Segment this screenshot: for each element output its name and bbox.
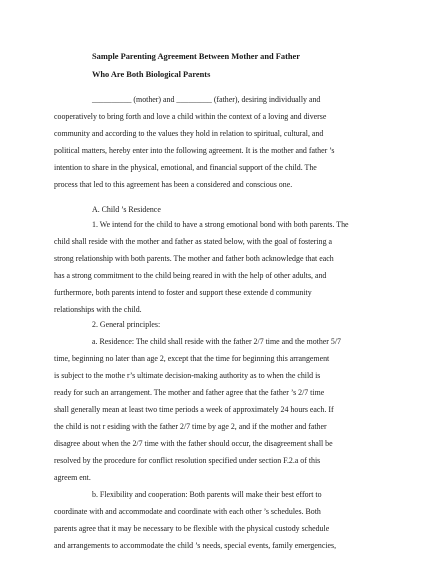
paragraph-line: a. Residence: The child shall reside with the father 2/7 time and the mother 5/7 — [92, 337, 341, 346]
paragraph-line: process that led to this agreement has been a considered and conscious one. — [54, 180, 293, 189]
paragraph-line: 2. General principles: — [92, 320, 161, 329]
paragraph-line: __________ (mother) and _________ (father), desiring individually and — [92, 95, 321, 104]
paragraph-line: intention to share in the physical, emotional, and financial support of the child. The — [54, 163, 317, 172]
paragraph-line: is subject to the mothe r’s ultimate decision-making authority as to when the child is — [54, 371, 321, 380]
paragraph-line: cooperatively to bring forth and love a child within the context of a loving and diverse — [54, 112, 327, 121]
paragraph-line: furthermore, both parents intend to foster and support these extende d community — [54, 288, 312, 297]
document-title: Sample Parenting Agreement Between Mother and Father — [92, 52, 300, 61]
paragraph-line: community and according to the values they hold in relation to spiritual, cultural, and — [54, 129, 324, 138]
document-subtitle: Who Are Both Biological Parents — [92, 70, 211, 79]
paragraph-line: disagree about when the 2/7 time with the father should occur, the disagreement shall be — [54, 439, 333, 448]
paragraph-line: time, beginning no later than age 2, except that the time for beginning this arrangement — [54, 354, 330, 363]
paragraph-line: resolved by the procedure for conflict resolution specified under section F.2.a of this — [54, 456, 321, 465]
paragraph-line: 1. We intend for the child to have a strong emotional bond with both parents. The — [92, 220, 349, 229]
paragraph-line: agreem ent. — [54, 473, 91, 482]
paragraph-line: parents agree that it may be necessary to be flexible with the physical custody schedule — [54, 524, 330, 533]
paragraph-line: the child is not r esiding with the father 2/7 time by age 2, and if the mother and father — [54, 422, 327, 431]
paragraph-line: shall generally mean at least two time periods a week of approximately 24 hours each. If — [54, 405, 334, 414]
paragraph-line: relationships with the child. — [54, 305, 142, 314]
paragraph-line: child shall reside with the mother and father as stated below, with the goal of fostering a — [54, 237, 332, 246]
paragraph-line: coordinate with and accommodate and coordinate with each other ’s schedules. Both — [54, 507, 321, 516]
paragraph-line: political matters, hereby enter into the following agreement. It is the mother and father ’s — [54, 146, 335, 155]
paragraph-line: b. Flexibility and cooperation: Both parents will make their best effort to — [92, 490, 322, 499]
paragraph-line: has a strong commitment to the child being reared in with the help of other adults, and — [54, 271, 327, 280]
section-heading: A. Child ’s Residence — [92, 205, 161, 214]
paragraph-line: and arrangements to accommodate the child ’s needs, special events, family emergencies, — [54, 541, 337, 550]
paragraph-line: ready for such an arrangement. The mother and father agree that the father ’s 2/7 time — [54, 388, 325, 397]
paragraph-line: strong relationship with both parents. The mother and father both acknowledge that each — [54, 254, 334, 263]
